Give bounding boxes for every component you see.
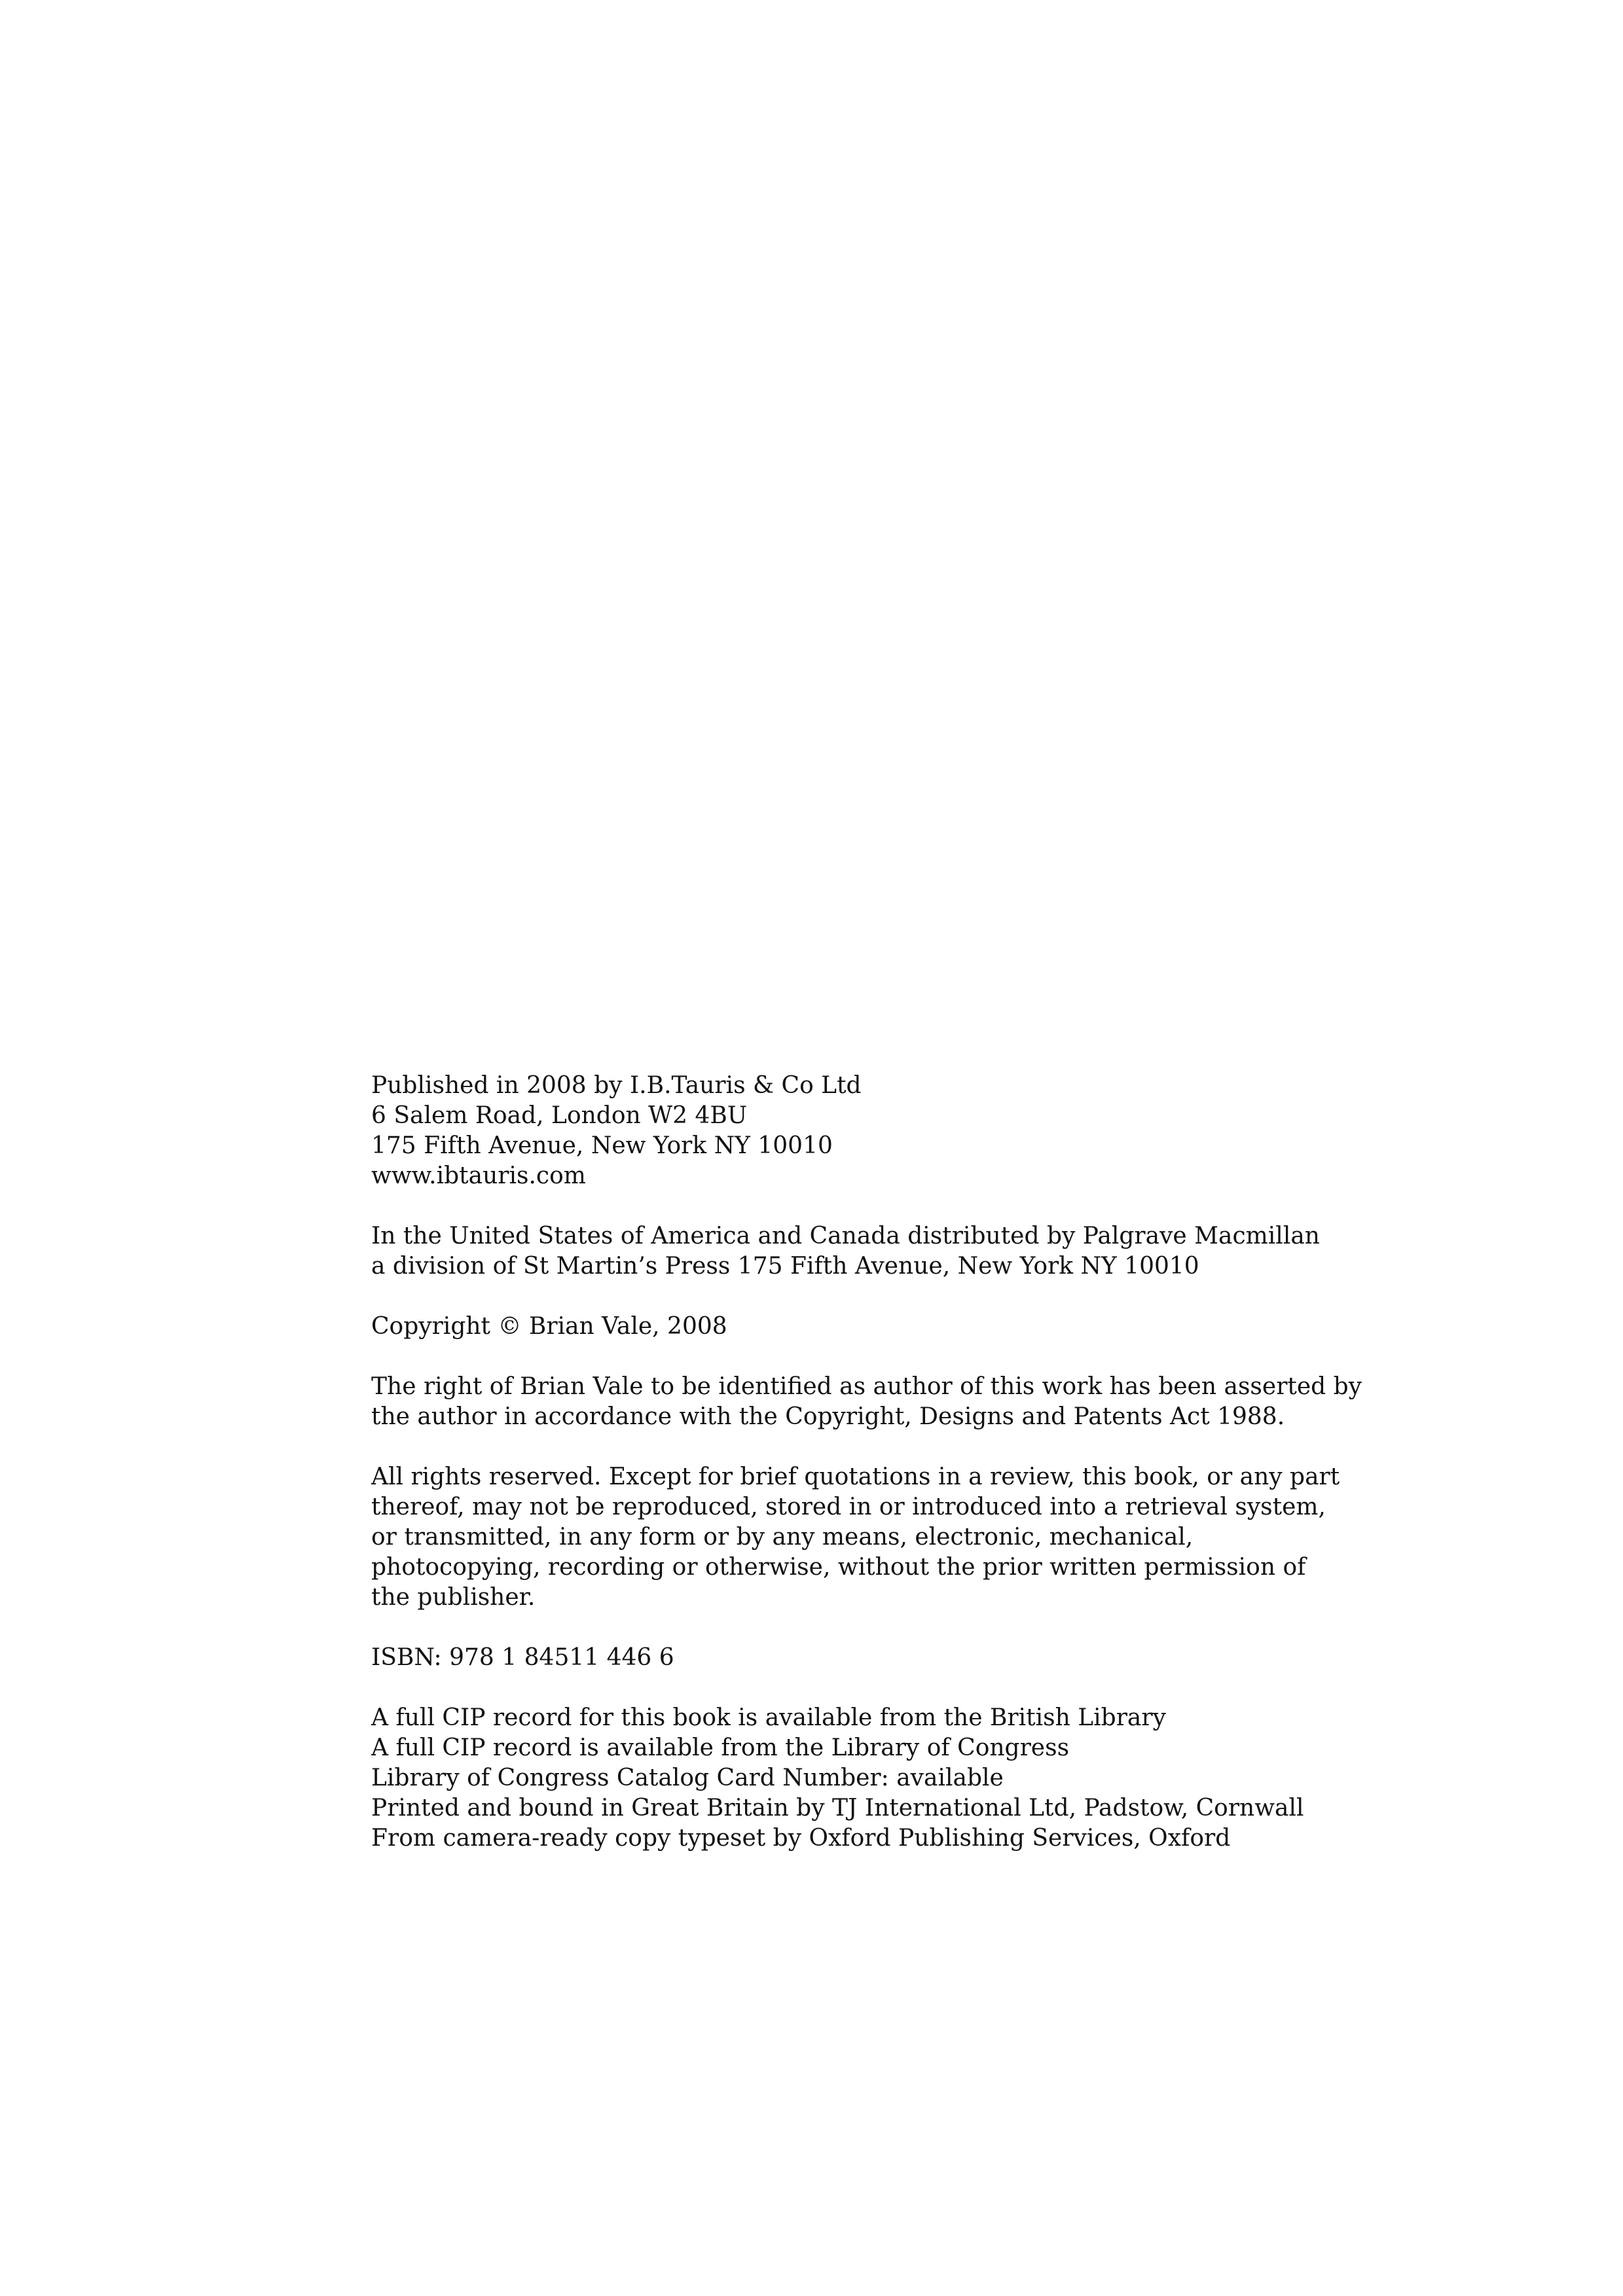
copyright-block <box>371 1312 1353 1342</box>
copyright-notice: Copyright © Brian Vale, 2008 <box>371 1313 727 1340</box>
london-address: 6 Salem Road, London W2 4BU <box>371 1102 748 1129</box>
isbn-line: ISBN: 978 1 84511 446 6 <box>371 1644 674 1671</box>
moral-rights-block <box>371 1372 1362 1432</box>
rights-line-1: All rights reserved. Except for brief quotations in a review, this book, or any part <box>371 1463 1340 1490</box>
distribution-line-1: In the United States of America and Canada distributed by Palgrave Macmillan <box>371 1223 1320 1249</box>
distribution-line-2: a division of St Martin’s Press 175 Fifth Avenue, New York NY 10010 <box>371 1253 1199 1280</box>
rights-reserved-block <box>371 1462 1353 1613</box>
catalog-card-number: Library of Congress Catalog Card Number: available <box>371 1765 1004 1791</box>
publisher-website: www.ibtauris.com <box>371 1162 586 1189</box>
cip-block <box>371 1703 1353 1854</box>
rights-line-2: thereof, may not be reproduced, stored in or introduced into a retrieval system, <box>371 1494 1326 1520</box>
rights-line-4: photocopying, recording or otherwise, without the prior written permission of <box>371 1554 1306 1581</box>
imprint-text <box>371 1071 1362 1854</box>
typesetter-line: From camera-ready copy typeset by Oxford Publishing Services, Oxford <box>371 1825 1231 1852</box>
new-york-address: 175 Fifth Avenue, New York NY 10010 <box>371 1132 833 1159</box>
printer-line: Printed and bound in Great Britain by TJ International Ltd, Padstow, Cornwall <box>371 1795 1304 1821</box>
cip-british-library: A full CIP record for this book is available from the British Library <box>371 1704 1166 1731</box>
moral-rights-line-1: The right of Brian Vale to be identified as author of this work has been asserted by <box>371 1373 1362 1400</box>
moral-rights-line-2: the author in accordance with the Copyright, Designs and Patents Act 1988. <box>371 1403 1285 1430</box>
cip-library-of-congress: A full CIP record is available from the Library of Congress <box>371 1734 1070 1761</box>
publisher-block <box>371 1071 1353 1191</box>
publisher-line: Published in 2008 by I.B.Tauris & Co Ltd <box>371 1072 862 1099</box>
rights-line-3: or transmitted, in any form or by any means, electronic, mechanical, <box>371 1524 1194 1551</box>
isbn-block <box>371 1643 1353 1673</box>
rights-line-5: the publisher. <box>371 1584 536 1611</box>
distribution-block <box>371 1221 1353 1282</box>
